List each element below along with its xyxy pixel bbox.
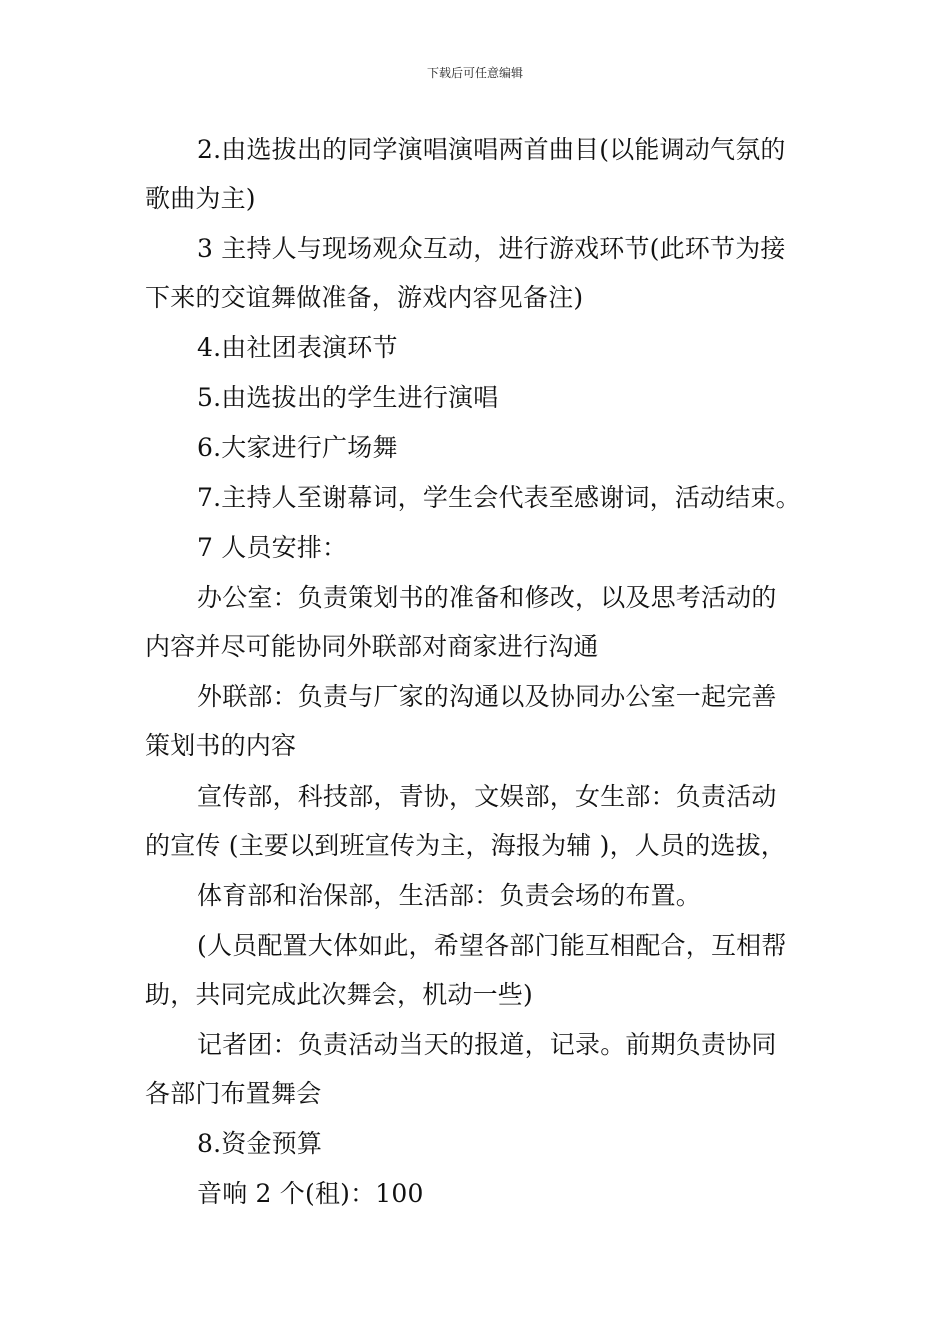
item-2-line-1: 2.由选拔出的同学演唱演唱两首曲目(以能调动气氛的 xyxy=(197,135,786,164)
office-line-1: 办公室：负责策划书的准备和修改，以及思考活动的 xyxy=(197,583,777,612)
publicity-line-2: 的宣传 (主要以到班宣传为主，海报为辅 )，人员的选拔， xyxy=(145,831,787,860)
publicity-line-1: 宣传部，科技部，青协，文娱部，女生部：负责活动 xyxy=(197,782,777,811)
staffing-note-line-2: 助，共同完成此次舞会，机动一些) xyxy=(145,980,533,1009)
venue-line: 体育部和治保部，生活部：负责会场的布置。 xyxy=(197,881,702,910)
item-4-line: 4.由社团表演环节 xyxy=(197,333,398,362)
staffing-heading: 7 人员安排： xyxy=(197,533,348,562)
item-3-line-1: 3 主持人与现场观众互动，进行游戏环节(此环节为接 xyxy=(197,234,786,263)
item-2-line-2: 歌曲为主) xyxy=(145,184,256,213)
budget-item-audio: 音响 2 个(租)：100 xyxy=(197,1179,424,1208)
budget-heading: 8.资金预算 xyxy=(197,1129,323,1158)
liaison-line-2: 策划书的内容 xyxy=(145,731,297,760)
item-3-line-2: 下来的交谊舞做准备，游戏内容见备注) xyxy=(145,283,584,312)
press-line-1: 记者团：负责活动当天的报道，记录。前期负责协同 xyxy=(197,1030,777,1059)
liaison-line-1: 外联部：负责与厂家的沟通以及协同办公室一起完善 xyxy=(197,682,777,711)
staffing-note-line-1: (人员配置大体如此，希望各部门能互相配合，互相帮 xyxy=(197,931,787,960)
page-header: 下载后可任意编辑 xyxy=(426,66,523,80)
item-6-line: 6.大家进行广场舞 xyxy=(197,433,398,462)
office-line-2: 内容并尽可能协同外联部对商家进行沟通 xyxy=(145,632,599,661)
press-line-2: 各部门布置舞会 xyxy=(145,1079,322,1108)
item-7-line: 7.主持人至谢幕词，学生会代表至感谢词，活动结束。 xyxy=(197,483,801,512)
item-5-line: 5.由选拔出的学生进行演唱 xyxy=(197,383,499,412)
